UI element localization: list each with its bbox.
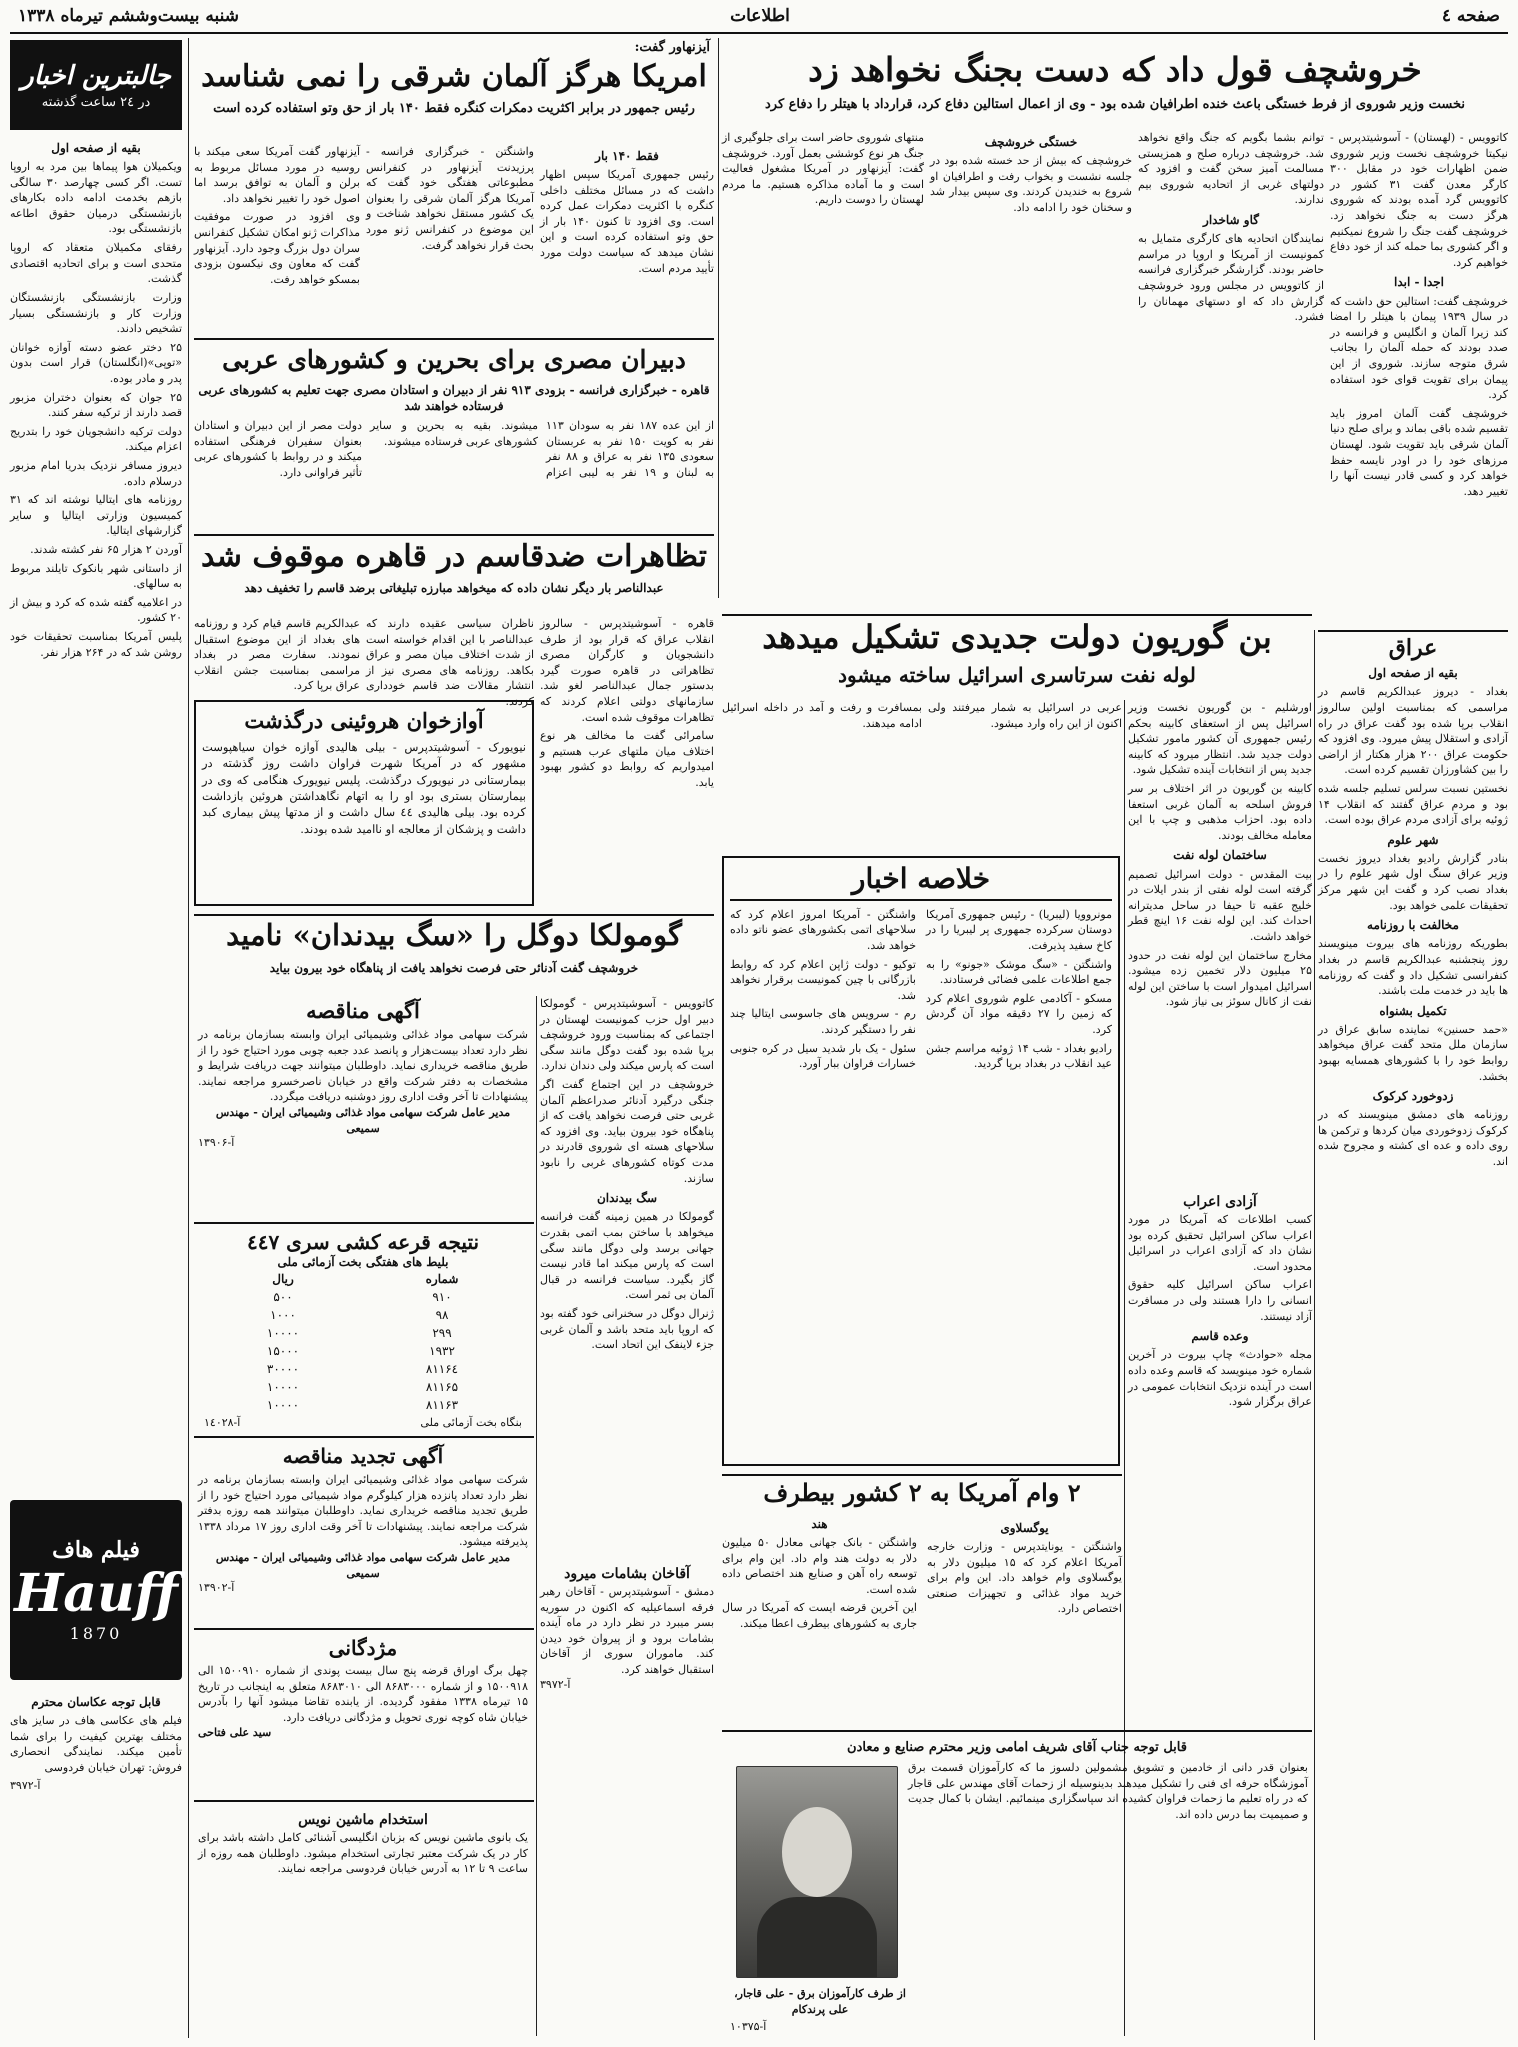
issue-date: شنبه بیست‌وششم تیرماه ۱۳۳۸	[18, 6, 239, 26]
khrushchev-section-3: اجدا - ابدا	[1393, 275, 1445, 290]
news-summary-box	[722, 856, 1120, 1466]
summary-item: توکیو - دولت ژاپن اعلام کرد که روابط بازرگانی با چین کمونیست برقرار نخواهد شد.	[730, 957, 916, 1002]
iraq-paragraph: بطوریکه روزنامه های بیروت مینویسند روز پنجشنبه عبدالکریم قاسم در بغداد کنفرانسی تشکیل داد و گفت که روزنامه ها باید در خدمت ملت باشند.	[1318, 937, 1508, 998]
newspaper-name: اطلاعات	[730, 6, 790, 26]
section-rule	[194, 1436, 534, 1438]
cairo-paragraph: ناظران سیاسی عقیده دارند که عبدالناصر با این اقدام خواسته است از شدت اختلاف میان مصر و عراق بکاهد. روزنامه های مصری نیز از انتشار مقالات ضد قاسم خودداری کردند.	[366, 617, 534, 709]
israel-arabs-title: آزادی اعراب	[1183, 1194, 1257, 1210]
us-loans-paragraph: این آخرین قرضه ایست که آمریکا در سال جاری به کشورهای بیطرف اعطا میکند.	[722, 1601, 917, 1631]
tender-renewal-notice	[194, 1442, 532, 1622]
iraq-paragraph: بنادر گزارش رادیو بغداد دیروز نخست وزیر عراق سنگ اول شهر علوم را در بغداد نصب کرد و گفت این شهر مرکز تحقیقات علمی خواهد بود.	[1318, 851, 1508, 912]
lottery-number: ۲۹۹	[432, 1326, 452, 1341]
gomulka-section: سگ بیدندان	[596, 1191, 658, 1206]
lottery-prize: ۵۰۰	[273, 1290, 293, 1305]
summary-item: واشنگتن - آمریکا امروز اعلام کرد که سلاحهای اتمی بکشورهای عضو ناتو داده خواهد شد.	[730, 907, 916, 953]
appreciation-text: بعنوان قدر دانی از خادمین و تشویق مشمولین دلسوز ما که کارآموزان قسمت برق آموزشگاه حرفه ای فنی را تشکیل میدهند بدینوسیله از زحمات آقای مهندس علی قاجار که در راه تعلیم ما زحمات فراوان کشیده اند سپاسگزاری مینمائیم. ایشان با کمال جدیت و صمیمیت بما درس داده اند.	[908, 1761, 1308, 1821]
eisenhower-kicker: آیزنهاور گفت:	[634, 40, 710, 55]
summary-item: واشنگتن - «سگ موشک «جونو» را به جمع اطلاعات علمی فضائی فرستادند.	[926, 957, 1112, 987]
iraq-continue: بقیه از صفحه اول	[1368, 666, 1458, 681]
list-item: وزارت بازنشستگی بازنشستگان وزارت کار و بازنشستگی بسیار تشخیص دادند.	[10, 290, 182, 336]
iraq-section-4: زدوخورد کرکوک	[1372, 1089, 1454, 1104]
typist-title: استخدام ماشین نویس	[298, 1812, 428, 1828]
iraq-paragraph: بغداد - دیروز عبدالکریم قاسم در مراسمی که بمناسبت اولین سالروز انقلاب برپا شده بود گفت عراق در راه آزادی و استقلال پیش میرود. وی افزود که حکومت عراق ۲۰۰ هزار هکتار از اراضی را بین کشاورزان تقسیم کرده است.	[1318, 685, 1508, 777]
khrushchev-paragraph: نمایندگان اتحادیه های کارگری متمایل به کمونیست از آمریکا و اروپا در مراسم حاضر بودند. گزارشگر خبرگزاری فرانسه از کاتوویس در مجلس ورود خروشچف گزارش داد که او دستهای مهمانان را فشرد.	[1138, 232, 1324, 324]
bengurion-paragraph: عربی در اسرائیل به شمار میرفتند ولی اکنون از این راه وارد میشود.	[928, 701, 1122, 730]
egypt-teachers-paragraph: از این عده ۱۸۷ نفر به سودان ۱۱۳ نفر به کویت ۱۵۰ نفر به عربستان سعودی ۱۳۵ نفر به عراق و ۸۸ نفر به لبنان و ۱۹ نفر به لیبی اعزام میشوند. بقیه به بحرین و سایر کشورهای عربی فرستاده میشوند.	[370, 419, 715, 479]
appreciation-notice	[722, 1736, 1312, 2036]
lottery-prize: ۱۰۰۰۰	[266, 1398, 300, 1413]
bengurion-paragraph: بمسافرت و رفت و آمد در داخله اسرائیل ادامه میدهند.	[722, 701, 922, 730]
table-row	[204, 1306, 522, 1324]
portrait-suit-shape	[757, 1897, 877, 1977]
list-item: دولت ترکیه دانشجویان خود را بتدریج اعزام میکند.	[10, 424, 182, 454]
us-loans-paragraph: واشنگتن - یونایتدپرس - وزارت خارجه آمریکا اعلام کرد که ۱۵ میلیون دلار به یوگسلاوی وام خواهد داد. این وام برای خرید مواد غذائی و تجهیزات صنعتی اختصاص دارد.	[927, 1540, 1122, 1616]
list-item: در اعلامیه گفته شده که کرد و بیش از ۲۰ کشور.	[10, 595, 182, 625]
khrushchev-paragraph: کاتوویس - (لهستان) - آسوشیتدپرس - نیکیتا خروشچف نخست وزیر شوروی ضمن اظهارات خود در مقابل ۳۰۰ کارگر معدن گفت ۳۱ کشور در کاتوویس گرد آمده بودند که شوروی هرگز دست به جنگ نخواهد زد. خروشچف گفت جنگ را شروع نمیکنیم و اگر کشوری بما حمله کند از خود دفاع خواهیم کرد.	[1330, 131, 1508, 269]
section-rule	[722, 1730, 1312, 1732]
column-divider	[188, 38, 189, 2038]
bengurion-paragraph: اورشلیم - بن گوریون نخست وزیر اسرائیل پس از استعفای کابینه بحکم رئیس جمهوری آن کشور مامور تشکیل دولت جدید شد. انتظار میرود که کابینه جدید پس از انتخابات آینده تشکیل شود.	[1128, 701, 1312, 777]
latest-news-continue: بقیه از صفحه اول	[51, 141, 141, 155]
tender-signature: مدیر عامل شرکت سهامی مواد غذائی وشیمیائی ایران - مهندس سمیعی	[215, 1106, 511, 1135]
tender-renewal-text: شرکت سهامی مواد غذائی وشیمیائی ایران وابسته بسازمان برنامه در نظر دارد تعداد پانزده هزار کیلوگرم مواد شیمیائی مورد احتیاج خود را از طریق تجدید مناقصه خریداری نماید. داوطلبان میتوانند همه روزه بدفتر شرکت مراجعه نمایند. پیشنهادات تا آخر وقت اداری روز ۱۷ مرداد ۱۳۳۸ پذیرفته میشود.	[198, 1473, 528, 1549]
lottery-prize: ۱۰۰۰۰	[266, 1326, 300, 1341]
bengurion-section: ساختمان لوله نفت	[1173, 848, 1267, 863]
header-rule	[10, 32, 1508, 34]
israel-arabs-paragraph: کسب اطلاعات که آمریکا در مورد اعراب ساکن اسرائیل تحقیق کرده بود نشان داد که آزادی اعراب در اسرائیل محدود است.	[1128, 1213, 1312, 1273]
list-item: ویکمیلان هوا پیماها بین مرد به اروپا تست. اگر کسی چهارصد ۳۰ سالگی بازهم بخدمت ادامه داده بکارهای بازنشستگی درمیان حقوق اطاعه بازنشستگی بود.	[10, 160, 182, 236]
column-divider	[718, 38, 719, 598]
us-loans-headline: ۲ وام آمریکا به ۲ کشور بیطرف	[763, 1478, 1081, 1507]
lottery-number: ۸۱۱۶٤	[425, 1362, 459, 1377]
bengurion-subhead: لوله نفت سرتاسری اسرائیل ساخته میشود	[838, 663, 1196, 687]
iraq-title: عراق	[1388, 635, 1438, 661]
cairo-headline: تظاهرات ضدقاسم در قاهره موقوف شد	[201, 539, 707, 574]
cairo-paragraph: قاهره - آسوشیتدپرس - سالروز انقلاب عراق که قرار بود از طرف دانشجویان و کارگران مصری تظاهراتی در قاهره صورت گیرد بدستور جمال عبدالناصر لغو شد. سازمانهای دولتی اعلام کردند که تظاهرات موقوف شده است.	[540, 617, 714, 724]
section-rule	[194, 1800, 534, 1802]
column-divider	[536, 996, 537, 2036]
news-summary-title: خلاصه اخبار	[730, 864, 1112, 901]
appreciation-ref: آ-۱۰۳۷۵	[730, 2020, 767, 2033]
khrushchev-paragraph: خروشچف که بیش از حد خسته شده بود در جلسه نشست و بخواب رفت و اطرافیان او شروع به خندیدن کردند. وی سپس بیدار شد و سخنان خود را ادامه داد.	[930, 154, 1132, 214]
us-loans-paragraph: واشنگتن - بانک جهانی معادل ۵۰ میلیون دلار به دولت هند وام داد. این وام برای توسعه راه آهن و صنایع هند اختصاص داده شده است.	[722, 1536, 917, 1596]
photographers-notice-text: فیلم های عکاسی هاف در سایز های مختلف بهترین کیفیت را برای شما تأمین میکند. نمایندگی انحصاری فروش: تهران خیابان فردوسی	[10, 1714, 182, 1774]
lottery-prize: ۳۰۰۰۰	[266, 1362, 300, 1377]
list-item: دیروز مسافر نزدیک بدریا امام مزبور درسلام داده.	[10, 459, 182, 488]
iraq-paragraph: روزنامه های دمشق مینویسند که در کرکوک زدوخوردی میان کردها و ترکمن ها روی داده و عده ای کشته و مجروح شده اند.	[1318, 1108, 1508, 1169]
section-rule	[194, 338, 714, 340]
eisenhower-column-3	[194, 144, 360, 334]
list-item: روزنامه های ایتالیا نوشته اند که ۳۱ کمیسیون وزارتی ایتالیا و سایر گزارشهای ایتالیا.	[10, 493, 182, 538]
hauff-persian-label: فیلم هاف	[52, 1537, 140, 1563]
israel-arabs-paragraph: مجله «حوادث» چاپ بیروت در آخرین شماره خود مینویسد که قاسم وعده داده است در آینده نزدیک انتخابات عمومی در عراق برگزار شود.	[1128, 1348, 1312, 1409]
tender-renewal-title: آگهی تجدید مناقصه	[282, 1444, 444, 1468]
egypt-teachers-subhead: قاهره - خبرگزاری فرانسه - بزودی ۹۱۳ نفر از دبیران و استادان مصری جهت تعلیم به کشورهای عربی فرستاده خواهند شد	[198, 383, 710, 414]
eisenhower-column-2	[366, 144, 534, 334]
eisenhower-paragraph: وی افزود در صورت موفقیت مذاکرات ژنو امکان تشکیل کنفرانس سران دول بزرگ وجود دارد. آیزنهاور گفت که معاون وی نیکسون بزودی بمسکو خواهد رفت.	[194, 210, 360, 286]
khrushchev-column-3	[930, 130, 1132, 610]
section-rule	[722, 1474, 1122, 1476]
portrait-photo	[736, 1766, 898, 1978]
aghakhan-text: دمشق - آسوشیتدپرس - آقاخان رهبر فرقه اسماعیلیه که اکنون در سوریه بسر میبرد در نظر دارد در ماه آینده بشامات برود و از پیروان خود دیدن کند. ماموران سوری از آقاخان استقبال خواهند کرد.	[540, 1585, 714, 1677]
list-item: آوردن ۲ هزار ۶۵ نفر کشته شدند.	[30, 543, 182, 557]
gomulka-subhead: خروشچف گفت آدنائر حتی فرصت نخواهد یافت از پناهگاه خود بیرون بیاید	[269, 961, 639, 975]
tender-renewal-signature: مدیر عامل شرکت سهامی مواد غذائی وشیمیائی ایران - مهندس سمیعی	[215, 1551, 511, 1580]
iraq-column	[1318, 636, 1508, 2036]
khrushchev-headline: خروشچف قول داد که دست بجنگ نخواهد زد	[808, 50, 1422, 89]
lottery-footer: بنگاه بخت آزمائی ملی	[420, 1416, 522, 1430]
lottery-number: ۱۹۳۲	[429, 1344, 455, 1359]
tender-renewal-ref: آ-۱۳۹۰۲	[198, 1581, 235, 1595]
aghakhan-title: آقاخان بشامات میرود	[564, 1566, 690, 1582]
lottery-prize: ۱۵۰۰۰	[266, 1344, 300, 1359]
appreciation-signature: از طرف کارآموزان برق - علی قاجار، علی پرندکام	[734, 1987, 906, 2016]
tender-notice	[194, 996, 532, 1216]
typist-hiring-ad	[194, 1806, 532, 2036]
latest-news-subtitle: در ٢٤ ساعت گذشته	[41, 94, 151, 110]
israel-arabs-paragraph: اعراب ساکن اسرائیل کلیه حقوق انسانی را دارا هستند ولی در مسافرت آزاد نیستند.	[1128, 1278, 1312, 1323]
us-loans-section-1: یوگسلاوی	[1000, 1521, 1049, 1535]
summary-item: مونروویا (لیبریا) - رئیس جمهوری آمریکا دوستان سرکرده جمهوری پر لیبریا را در کاخ سفید پذیرفت.	[926, 907, 1112, 953]
list-item: ۲۵ جوان که بعنوان دختران مزبور قصد دارند از ترکیه سفر کنند.	[10, 390, 182, 420]
lottery-prize: ۱۰۰۰	[270, 1308, 296, 1323]
israel-arabs-section: وعده قاسم	[1191, 1329, 1249, 1344]
summary-item: رم - سرویس های جاسوسی ایتالیا چند نفر را دستگیر کردند.	[730, 1007, 916, 1037]
gomulka-paragraph: کاتوویس - آسوشیتدپرس - گومولکا دبیر اول حزب کمونیست لهستان در اجتماعی که بمناسبت ورود خروشچف برپا شده بود گفت دوگل مانند سگی است که پارس میکند ولی دندان ندارد.	[540, 997, 714, 1073]
gomulka-paragraph: ژنرال دوگل در سخنرانی خود گفته بود که اروپا باید متحد باشد و آلمان غربی جزء لاینفک این اتحاد است.	[540, 1307, 714, 1352]
khrushchev-paragraph: منتهای شوروی حاضر است برای جلوگیری از جنگ هر نوع کوششی بعمل آورد. خروشچف گفت: آیزنهاور در آمریکا مشغول فعالیت است و ما آماده مذاکره هستیم. ما مردم لهستان را دوست داریم.	[722, 131, 924, 207]
photographers-notice	[10, 1690, 182, 2030]
reward-notice	[194, 1634, 532, 1794]
khrushchev-section-2: خستگی خروشچف	[984, 135, 1078, 149]
khrushchev-column-2	[1138, 130, 1324, 610]
summary-item: رادیو بغداد - شب ۱۴ ژوئیه مراسم جشن عید انقلاب در بغداد برپا گردید.	[926, 1041, 1112, 1071]
obituary-title: آوازخوان هروئینی درگذشت	[244, 708, 484, 733]
section-rule	[194, 1222, 534, 1224]
iraq-top-rule	[1318, 630, 1508, 632]
reward-text: چهل برگ اوراق قرضه پنج سال بیست پوندی از شماره ۱۵۰۰۹۱۰ الی ۱۵۰۰۹۱۸ و از شماره ۸۶۸۳۰۰۰ الی ۸۶۸۳۰۱۰ متعلق به اینجانب در تاریخ ۱۵ تیرماه ۱۳۳۸ مفقود گردیده. از یابنده تقاضا میشود آنها را بآدرس خیابان شاه کوچه نوری تحویل و مژدگانی دریافت دارد.	[198, 1664, 529, 1724]
appreciation-title: قابل توجه جناب آقای شریف امامی وزیر محترم صنایع و معادن	[847, 1740, 1187, 1755]
table-row	[204, 1324, 522, 1342]
egypt-teachers-headline: دبیران مصری برای بحرین و کشورهای عربی	[222, 345, 686, 374]
hauff-brand-logo: Hauff	[14, 1563, 178, 1624]
eisenhower-headline: امریکا هرگز آلمان شرقی را نمی شناسد	[201, 59, 707, 94]
bengurion-column-1	[1128, 700, 1312, 1180]
lottery-number: ۹۱۰	[432, 1290, 452, 1305]
aghakhan-news	[540, 1562, 714, 1802]
eisenhower-section: فقط ۱۴۰ بار	[595, 149, 659, 163]
hauff-year: 1870	[69, 1624, 123, 1643]
iraq-section-2: مخالفت با روزنامه	[1367, 918, 1459, 933]
lottery-number: ۸۱۱۶۵	[425, 1380, 459, 1395]
reward-title: مژدگانی	[328, 1636, 398, 1660]
gomulka-paragraph: خروشچف در این اجتماع گفت اگر جنگی درگیرد آدنائر صدراعظم آلمان غربی حتی فرصت نخواهد یافت که از پناهگاه خود بیرون بیاید. وی افزود که سلاحهای هسته ای شوروی قادرند در مدت کوتاه کشورهای غربی را نابود سازند.	[540, 1078, 714, 1185]
cairo-column-2	[366, 616, 534, 709]
eisenhower-paragraph: آیزنهاور گفت آمریکا سعی میکند با روسیه در مورد مسائل مربوط به برلن و آلمان به توافق برسد اما اصول خود را تغییر نخواهد داد.	[194, 145, 360, 205]
bengurion-paragraph: مخارج ساختمان این لوله نفت در حدود ۲۵ میلیون دلار تخمین زده میشود. اسرائیل امیدوار است با ساختن این لوله نفت از کانال سوئز بی نیاز شود.	[1128, 948, 1312, 1009]
iraq-paragraph: نخستین نسبت سرلس تسلیم جلسه شده بود و مردم عراق گفتند که انقلاب ۱۴ ژوئیه برای آزادی مردم عراق بوده است.	[1318, 781, 1508, 827]
lottery-ref: آ-۱٤۰۲۸	[204, 1416, 241, 1430]
typist-text: یک بانوی ماشین نویس که بزبان انگلیسی آشنائی کامل داشته باشد برای کار در یک شرکت معتبر تجارتی استخدام میشود. داوطلبان همه روزه از ساعت ۹ تا ۱۲ به آدرس خیابان فردوسی مراجعه نمایند.	[198, 1831, 528, 1876]
column-divider	[1314, 630, 1315, 2040]
us-loans-section-2: هند	[811, 1517, 828, 1531]
lottery-title: نتیجه قرعه کشی سری ٤٤٧	[246, 1230, 480, 1254]
lottery-number: ۸۱۱۶۳	[425, 1398, 459, 1413]
bengurion-column-2	[928, 700, 1122, 850]
khrushchev-column-1	[1330, 130, 1508, 610]
bengurion-column-3	[722, 700, 922, 850]
table-header-row	[204, 1270, 522, 1288]
eisenhower-paragraph: واشنگتن - خبرگزاری فرانسه - پرزیدنت آیزنهاور در کنفرانس مطبوعاتی هفتگی خود گفت که آمریکا هرگز آلمان شرقی را بعنوان یک کشور مستقل نخواهد شناخت و این موضوع در کنفرانس ژنو مورد بحث قرار نخواهد گرفت.	[366, 145, 534, 252]
latest-news-column	[10, 136, 182, 1446]
khrushchev-paragraph: توانم بشما بگویم که جنگ واقع نخواهد شد. خروشچف درباره صلح و همزیستی مسالمت آمیز سخن گفت و افزود که دولتهای غربی از اتحادیه شوروی بیم ندارند.	[1138, 131, 1324, 207]
table-row	[204, 1360, 522, 1378]
section-rule	[722, 614, 1312, 616]
us-loans-body	[722, 1516, 1122, 1726]
lottery-results	[194, 1228, 532, 1428]
photographers-notice-title: قابل توجه عکاسان محترم	[31, 1695, 161, 1709]
bengurion-headline: بن گوریون دولت جدیدی تشکیل میدهد	[762, 618, 1272, 656]
aghakhan-ref: آ-۳۹۷۲	[540, 1677, 571, 1691]
egypt-teachers-body	[194, 418, 714, 528]
lottery-prize: ۱۰۰۰۰	[266, 1380, 300, 1395]
section-rule	[194, 914, 714, 916]
page-number: صفحه ٤	[1441, 6, 1500, 26]
latest-news-title: جالبترین اخبار	[21, 60, 171, 91]
eisenhower-subhead: رئیس جمهور در برابر اکثریت دمکرات کنگره فقط ۱۴۰ بار از حق وتو استفاده کرده است	[213, 101, 695, 116]
iraq-paragraph: «حمد حسنین» نماینده سابق عراق در سازمان ملل متحد گفت عراق میخواهد روابط خود را با کشورهای همسایه بهبود بخشد.	[1318, 1022, 1508, 1083]
lottery-col-number: شماره	[425, 1272, 459, 1287]
hauff-film-ad	[10, 1500, 182, 1680]
khrushchev-column-4	[722, 130, 924, 610]
gomulka-headline: گومولکا دوگل را «سگ بیدندان» نامید	[226, 918, 682, 952]
lottery-col-prize: ریال	[272, 1272, 294, 1287]
list-item: رفقای مکمیلان متعقاد که اروپا متحدی است و برای اتحادیه اقتصادی گذشت.	[10, 241, 182, 286]
eisenhower-column-1	[540, 144, 714, 334]
tender-ref: آ-۱۳۹۰۶	[198, 1136, 235, 1150]
table-row	[204, 1396, 522, 1414]
bengurion-paragraph: کابینه بن گوریون در اثر اختلاف بر سر فروش اسلحه به آلمان غربی استعفا داده بود. احزاب مذهبی و چپ با این معامله مخالف بودند.	[1128, 782, 1312, 842]
israel-arabs-article	[1128, 1190, 1312, 1610]
summary-item: مسکو - آکادمی علوم شوروی اعلام کرد که زمین را ۲۷ دقیقه مواد آن گردش کرد.	[926, 991, 1112, 1037]
eisenhower-paragraph: رئیس جمهوری آمریکا سپس اظهار داشت که در مسائل مختلف داخلی کنگره با اکثریت دمکرات عمل کرده است. وی افزود تا کنون ۱۴۰ بار از حق وتو استفاده کرده است و این نشان میدهد که سیاست دولت مورد تأیید مردم است.	[540, 168, 714, 275]
iraq-section-1: شهر علوم	[1387, 832, 1439, 847]
portrait-face-shape	[782, 1807, 852, 1897]
gomulka-column-1	[540, 996, 714, 1556]
gomulka-paragraph: گومولکا در همین زمینه گفت فرانسه میخواهد با ساختن بمب اتمی بقدرت جهانی برسد ولی دوگل مانند سگی است که پارس میکند اما قادر نیست گاز بگیرد. سیاست فرانسه در قبال آلمان بی ثمر است.	[540, 1210, 714, 1302]
table-row	[204, 1342, 522, 1360]
table-row	[204, 1378, 522, 1396]
list-item: پلیس آمریکا بمناسبت تحقیقات خود روشن شد که در ۲۶۴ هزار نفر.	[10, 630, 182, 659]
cairo-paragraph: عبدالکریم قاسم قیام کرد و روزنامه های بغداد از این موضوع استقبال نمودند. سفارت مصر در بغداد مراسمی بمناسبت جشن انقلاب عراق برپا کرد.	[194, 617, 360, 693]
section-rule	[194, 534, 714, 536]
cairo-column-1	[540, 616, 714, 906]
lottery-number: ۹۸	[435, 1308, 449, 1323]
summary-item: سئول - یک بار شدید سیل در کره جنوبی خسارات فراوان ببار آورد.	[730, 1041, 916, 1071]
photographers-notice-ref: آ-۳۹۷۲	[10, 1779, 41, 1793]
list-item: ۲۵ دختر عضو دسته آوازه خوانان «توپی»(انگلستان) قرار است بدون پدر و مادر بوده.	[10, 340, 182, 385]
khrushchev-subhead: نخست وزیر شوروی از فرط خستگی باعث خنده اطرافیان شده بود - وی از اعمال استالین دفاع کرد، قرارداد با هیتلر را دفاع کرد	[764, 97, 1465, 112]
latest-news-logo	[10, 40, 182, 130]
khrushchev-paragraph: خروشچف گفت: استالین حق داشت که در سال ۱۹۳۹ پیمان با هیتلر را امضا کند زیرا آلمان و انگلیس و فرانسه در صدد بودند که حمله آلمان را بجانب شرق متوجه سازند. شوروی از این پیمان برای تقویت قوای خود استفاده کرد.	[1330, 294, 1508, 402]
section-rule	[194, 1628, 534, 1630]
iraq-section-3: تکمیل بشنواه	[1379, 1003, 1447, 1018]
tender-text: شرکت سهامی مواد غذائی وشیمیائی ایران وابسته بسازمان برنامه در نظر دارد تعداد بیست‌هزار و پانصد عدد جعبه چوبی مورد احتیاج خود را از طریق مناقصه خریداری نماید. داوطلبان میتوانند جهت دریافت شرایط و مشخصات به دفتر شرکت واقع در خیابان ناصرخسرو مراجعه نمایند. پیشنهادات تا آخر وقت اداری روز دوشنبه دریافت میگردد.	[198, 1028, 528, 1104]
table-row	[204, 1288, 522, 1306]
egypt-teachers-paragraph: دولت مصر از این دبیران و استادان بعنوان سفیران فرهنگی استفاده میکند و در روابط با کشورهای عربی تأثیر فراوانی دارد.	[194, 419, 362, 479]
khrushchev-paragraph: خروشچف گفت آلمان امروز باید تقسیم شده باقی بماند و برای صلح دنیا آلمان شرقی باید تقویت شود. لهستان مرزهای خود را در اودر نایسه حفظ خواهد کرد و کسی قادر نیست آنها را تغییر دهد.	[1330, 406, 1508, 498]
obituary-box	[194, 700, 534, 906]
cairo-subhead: عبدالناصر بار دیگر نشان داده که میخواهد مبارزه تبلیغاتی برضد قاسم را تخفیف دهد	[244, 581, 664, 595]
khrushchev-section-1: گاو شاخدار	[1203, 213, 1259, 228]
cairo-column-3	[194, 616, 360, 694]
obituary-text: نیویورک - آسوشیتدپرس - بیلی هالیدی آوازه خوان سیاهپوست مشهور که در آمریکا شهرت فراوان داشت روز گذشته در بیمارستانی در نیویورک درگذشت. پلیس نیویورک هنگامی که وی در بیمارستان بستری بود او را به اتهام نگاهداشتن هروئین بازداشت کرده بود. بیلی هالیدی ٤٤ سال داشت و از مدتها پیش بیماری کبد داشت و پزشکان از معالجه او ناامید شده بودند.	[202, 740, 526, 836]
lottery-table	[204, 1270, 522, 1414]
list-item: از داستانی شهر بانکوک تایلند مربوط به سالهای.	[10, 561, 182, 591]
bengurion-paragraph: بیت المقدس - دولت اسرائیل تصمیم گرفته است لوله نفتی از بندر ایلات در خلیج عقبه تا حیفا در ساحل مدیترانه احداث کند. این لوله نفت ۱۶ اینچ قطر خواهد داشت.	[1128, 867, 1312, 943]
cairo-paragraph: سامرائی گفت ما مخالف هر نوع اختلاف میان ملتهای عرب هستیم و امیدواریم که روابط دو کشور بهبود یابد.	[540, 729, 714, 790]
tender-title: آگهی مناقصه	[306, 998, 420, 1023]
lottery-subtitle: بلیط های هفتگی بخت آزمائی ملی	[277, 1255, 449, 1269]
reward-signature: سید علی فتاحی	[198, 1726, 272, 1740]
